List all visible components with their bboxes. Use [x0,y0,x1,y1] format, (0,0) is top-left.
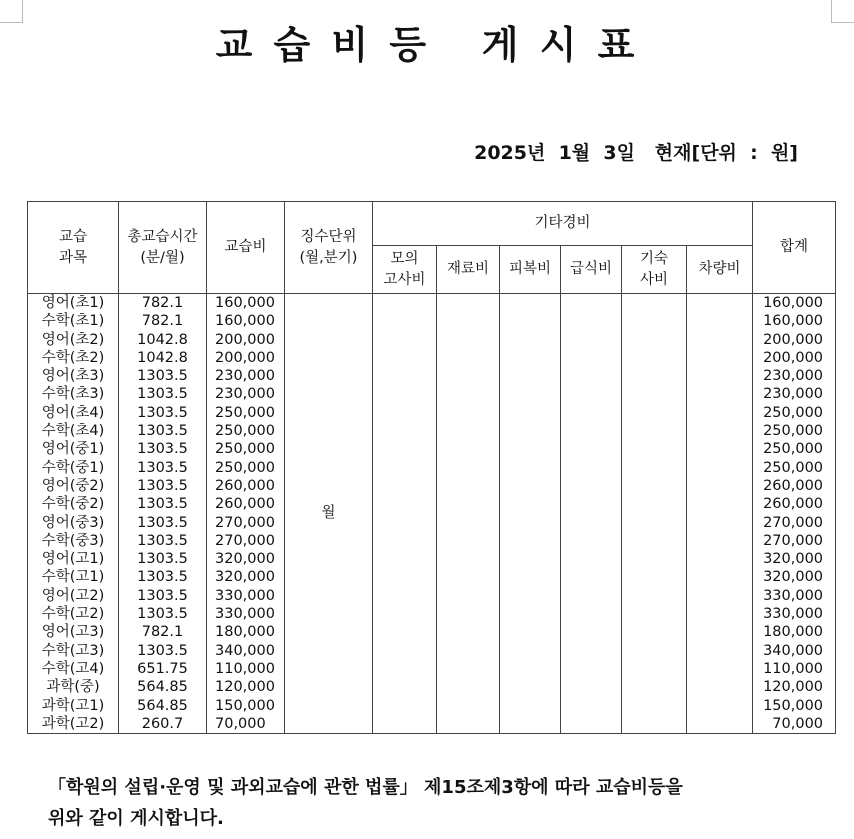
total-cell: 270,000 [763,532,824,549]
subject-cell: 영어(초4) [41,404,105,421]
total-cell: 230,000 [763,368,824,385]
subject-cell: 수학(중1) [41,459,105,476]
tuition-cell: 260,000 [215,496,275,513]
subject-cell: 수학(초2) [41,349,105,366]
tuition-cell: 120,000 [215,679,275,696]
tuition-cell: 340,000 [215,642,275,659]
mock-exam-column [373,294,437,734]
tuition-column [207,294,285,734]
tuition-cell: 330,000 [215,606,275,623]
total-cell: 260,000 [763,496,824,513]
header-total: 합계 [753,202,836,294]
hours-cell: 1303.5 [137,423,188,440]
subject-cell: 수학(고1) [41,569,105,586]
tuition-cell: 160,000 [215,313,275,330]
subject-cell: 영어(중2) [41,477,105,494]
hours-cell: 1042.8 [137,331,188,348]
total-cell: 230,000 [763,386,824,403]
hours-cell: 782.1 [141,313,184,330]
total-cell: 200,000 [763,349,824,366]
hours-cell: 1303.5 [137,404,188,421]
hours-cell: 1303.5 [137,642,188,659]
subject-cell: 과학(고1) [41,697,105,714]
subject-cell: 수학(초1) [41,313,105,330]
subject-cell: 과학(중) [46,679,100,696]
tuition-cell: 320,000 [215,551,275,568]
tuition-cell: 160,000 [215,295,275,311]
hours-cell: 1303.5 [137,441,188,458]
hours-cell: 1303.5 [137,496,188,513]
total-cell: 330,000 [763,606,824,623]
subject-cell: 영어(중1) [41,441,105,458]
tuition-cell: 320,000 [215,569,275,586]
total-cell: 250,000 [763,404,824,421]
hours-cell: 1303.5 [137,551,188,568]
clothing-column [500,294,561,734]
header-vehicle: 차량비 [687,246,753,294]
hours-cell: 260.7 [141,715,184,732]
subject-cell: 수학(고3) [41,642,105,659]
total-cell: 260,000 [763,477,824,494]
total-cell: 120,000 [763,679,824,696]
total-cell: 150,000 [763,697,824,714]
subject-cell: 수학(초4) [41,423,105,440]
tuition-cell: 250,000 [215,423,275,440]
tuition-fee-table [27,201,836,734]
subject-cell: 영어(고2) [41,587,105,604]
hours-cell: 564.85 [137,697,188,714]
subject-cell: 영어(고1) [41,551,105,568]
total-cell: 330,000 [763,587,824,604]
header-clothing: 피복비 [500,246,561,294]
header-total-hours: 총교습시간 (분/월) [119,202,207,294]
tuition-cell: 180,000 [215,624,275,641]
dormitory-column [622,294,687,734]
tuition-cell: 270,000 [215,514,275,531]
hours-cell: 1303.5 [137,368,188,385]
subject-cell: 수학(고4) [41,660,105,677]
tuition-cell: 150,000 [215,697,275,714]
collection-unit-cell: 월 [285,294,373,734]
hours-cell: 1303.5 [137,477,188,494]
hours-cell: 1042.8 [137,349,188,366]
hours-cell: 1303.5 [137,587,188,604]
total-cell: 250,000 [763,459,824,476]
tuition-cell: 200,000 [215,331,275,348]
total-cell: 160,000 [763,295,824,311]
legal-notice: 「학원의 설립·운영 및 과외교습에 관한 법률」 제15조제3항에 따라 교습비등을 위와 같이 게시합니다. [48,777,683,829]
subject-cell: 수학(중3) [41,532,105,549]
subject-cell: 영어(중3) [41,514,105,531]
subject-cell: 수학(중2) [41,496,105,513]
tuition-cell: 260,000 [215,477,275,494]
date-and-unit-line: 2025년 1월 3일 현재[단위 : 원] [474,142,798,164]
tuition-cell: 230,000 [215,386,275,403]
total-cell: 340,000 [763,642,824,659]
total-cell: 180,000 [763,624,824,641]
tuition-cell: 330,000 [215,587,275,604]
total-cell: 270,000 [763,514,824,531]
header-dormitory: 기숙 사비 [622,246,687,294]
total-cell: 160,000 [763,313,824,330]
subject-cell: 과학(고2) [41,715,105,732]
tuition-cell: 250,000 [215,441,275,458]
materials-column [437,294,500,734]
tuition-cell: 70,000 [215,715,266,732]
tuition-cell: 270,000 [215,532,275,549]
hours-cell: 651.75 [137,660,188,677]
total-hours-column [119,294,207,734]
subject-cell: 영어(초1) [41,295,105,311]
header-materials: 재료비 [437,246,500,294]
hours-cell: 1303.5 [137,459,188,476]
total-cell: 200,000 [763,331,824,348]
hours-cell: 1303.5 [137,569,188,586]
subject-column [28,294,119,734]
hours-cell: 564.85 [137,679,188,696]
tuition-cell: 250,000 [215,404,275,421]
total-cell: 250,000 [763,423,824,440]
hours-cell: 1303.5 [137,532,188,549]
subject-cell: 영어(초3) [41,368,105,385]
vehicle-column [687,294,753,734]
tuition-cell: 200,000 [215,349,275,366]
header-subject: 교습 과목 [28,202,119,294]
hours-cell: 1303.5 [137,386,188,403]
meals-column [561,294,622,734]
total-cell: 70,000 [772,715,824,732]
hours-cell: 1303.5 [137,514,188,531]
total-cell: 110,000 [763,660,824,677]
subject-cell: 영어(고3) [41,624,105,641]
total-cell: 250,000 [763,441,824,458]
total-cell: 320,000 [763,569,824,586]
subject-cell: 영어(초2) [41,331,105,348]
tuition-cell: 230,000 [215,368,275,385]
total-cell: 320,000 [763,551,824,568]
hours-cell: 782.1 [141,624,184,641]
document-title: 교 습 비 등 게 시 표 [215,23,639,67]
header-tuition: 교습비 [207,202,285,294]
header-collection-unit: 징수단위 (월,분기) [285,202,373,294]
header-other-costs: 기타경비 [373,202,753,246]
tuition-cell: 110,000 [215,660,275,677]
header-mock-exam: 모의 고사비 [373,246,437,294]
tuition-cell: 250,000 [215,459,275,476]
subject-cell: 수학(고2) [41,606,105,623]
hours-cell: 1303.5 [137,606,188,623]
total-column [753,294,836,734]
header-meals: 급식비 [561,246,622,294]
hours-cell: 782.1 [141,295,184,311]
subject-cell: 수학(초3) [41,386,105,403]
